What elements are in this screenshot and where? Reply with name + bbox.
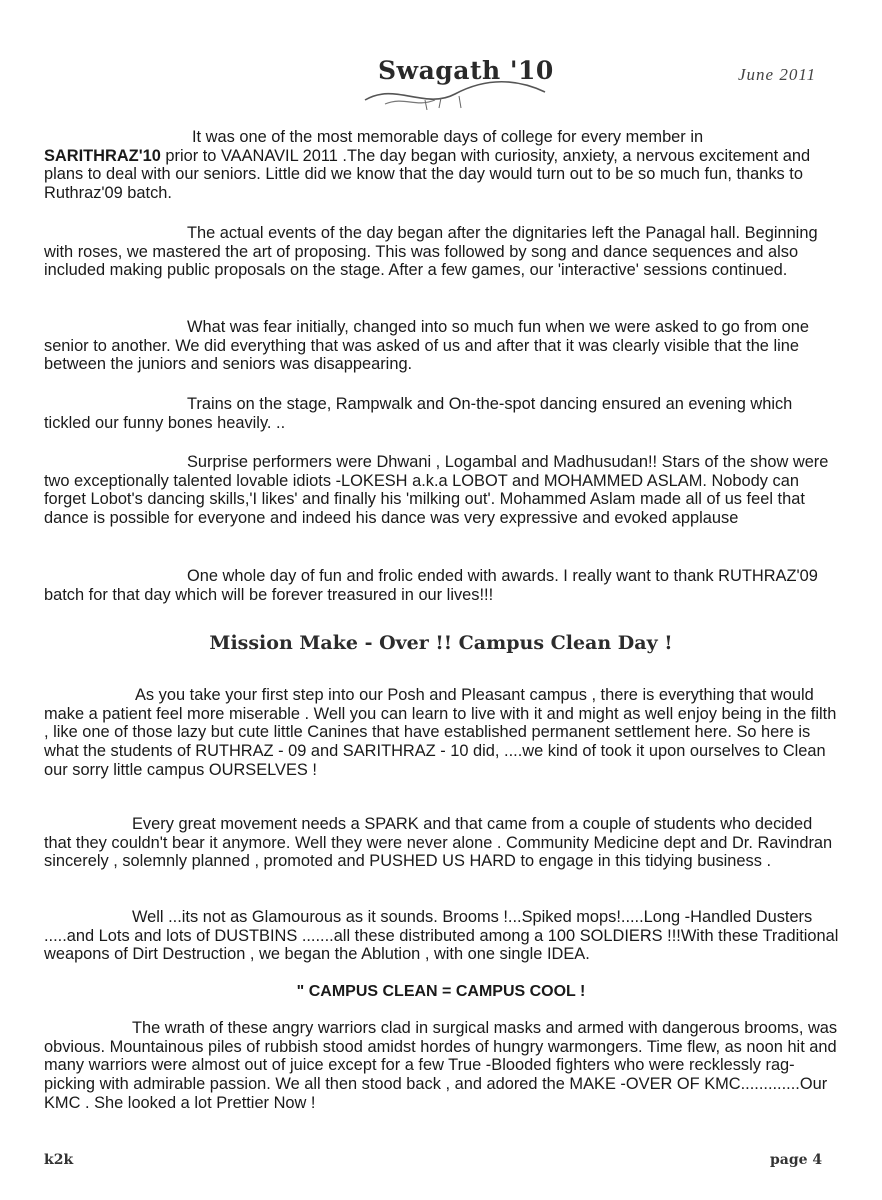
newsletter-title: Swagath '10 bbox=[378, 56, 554, 85]
article2-paragraph-1: As you take your first step into our Posh and Pleasant campus , there is everything that would make a patient feel more miserable . Well you can learn to live with it and might as well enjoy being in the filth , like one of those lazy but cute little Canines that have established permanent settlement here. So here is what the students of RUTHRAZ - 09 and SARITHRAZ - 10 did, ....we kind of took it upon ourselves to Clean our sorry little campus OURSELVES ! bbox=[44, 686, 837, 779]
article1-paragraph-3: What was fear initially, changed into so much fun when we were asked to go from one senior to another. We did everything that was asked of us and after that it was clearly visible that the line between the juniors and seniors was disappearing. bbox=[44, 318, 809, 374]
article2-paragraph-2: Every great movement needs a SPARK and that came from a couple of students who decided that they couldn't bear it anymore. Well they were never alone . Community Medicine dept and Dr. Ravindran sincerely , solemnly planned , promoted and PUSHED US HARD to engage in this tidying business . bbox=[44, 815, 833, 871]
article2-paragraph-4: The wrath of these angry warriors clad in surgical masks and armed with dangerous brooms, was obvious. Mountainous piles of rubbish stood amidst hordes of hungry warmongers. Time flew, as noon hit and many warriors were almost out of juice except for a few True -Blooded fighters who were recklessly rag-picking with admirable passion. We all then stood back , and adored the MAKE -OVER OF KMC.............Our KMC . She looked a lot Prettier Now ! bbox=[44, 1019, 838, 1112]
section-title: Mission Make - Over !! Campus Clean Day ! bbox=[209, 632, 673, 654]
footer-publisher: k2k bbox=[44, 1152, 74, 1168]
masthead bbox=[0, 50, 882, 110]
article2-paragraph-3: Well ...its not as Glamourous as it sounds. Brooms !...Spiked mops!.....Long -Handled Dusters .....and Lots and lots of DUSTBINS .......all these distributed among a 100 SOLDIERS !!!With these Traditional weapons of Dirt Destruction , we began the Ablution , with one single IDEA. bbox=[44, 908, 839, 964]
campus-slogan: " CAMPUS CLEAN = CAMPUS COOL ! bbox=[296, 983, 586, 1000]
article1-paragraph-5: Surprise performers were Dhwani , Logambal and Madhusudan!! Stars of the show were two exceptionally talented lovable idiots -LOKESH a.k.a LOBOT and MOHAMMED ASLAM. Nobody can forget Lobot's dancing skills,'I likes' and finally his 'milking out'. Mohammed Aslam made all of us feel that dance is possible for everyone and indeed his dance was very expressive and evoked applause bbox=[44, 453, 829, 528]
article1-paragraph-4: Trains on the stage, Rampwalk and On-the-spot dancing ensured an evening which tickled our funny bones heavily. .. bbox=[44, 395, 793, 432]
article1-paragraph-2: The actual events of the day began after the dignitaries left the Panagal hall. Beginning with roses, we mastered the art of proposing. This was followed by song and dance sequences and also included making public proposals on the stage. After a few games, our 'interactive' sessions continued. bbox=[44, 224, 818, 280]
page-number: page 4 bbox=[770, 1152, 823, 1168]
article1-paragraph-1: It was one of the most memorable days of college for every member in SARITHRAZ'10 prior to VAANAVIL 2011 .The day began with curiosity, anxiety, a nervous excitement and plans to deal with our seniors. Little did we know that the day would turn out to be so much fun, thanks to Ruthraz'09 batch. bbox=[44, 128, 811, 203]
batch-name: SARITHRAZ'10 bbox=[44, 146, 161, 165]
article1-paragraph-6: One whole day of fun and frolic ended with awards. I really want to thank RUTHRAZ'09 batch for that day which will be forever treasured in our lives!!! bbox=[44, 567, 818, 604]
issue-date: June 2011 bbox=[738, 65, 817, 84]
